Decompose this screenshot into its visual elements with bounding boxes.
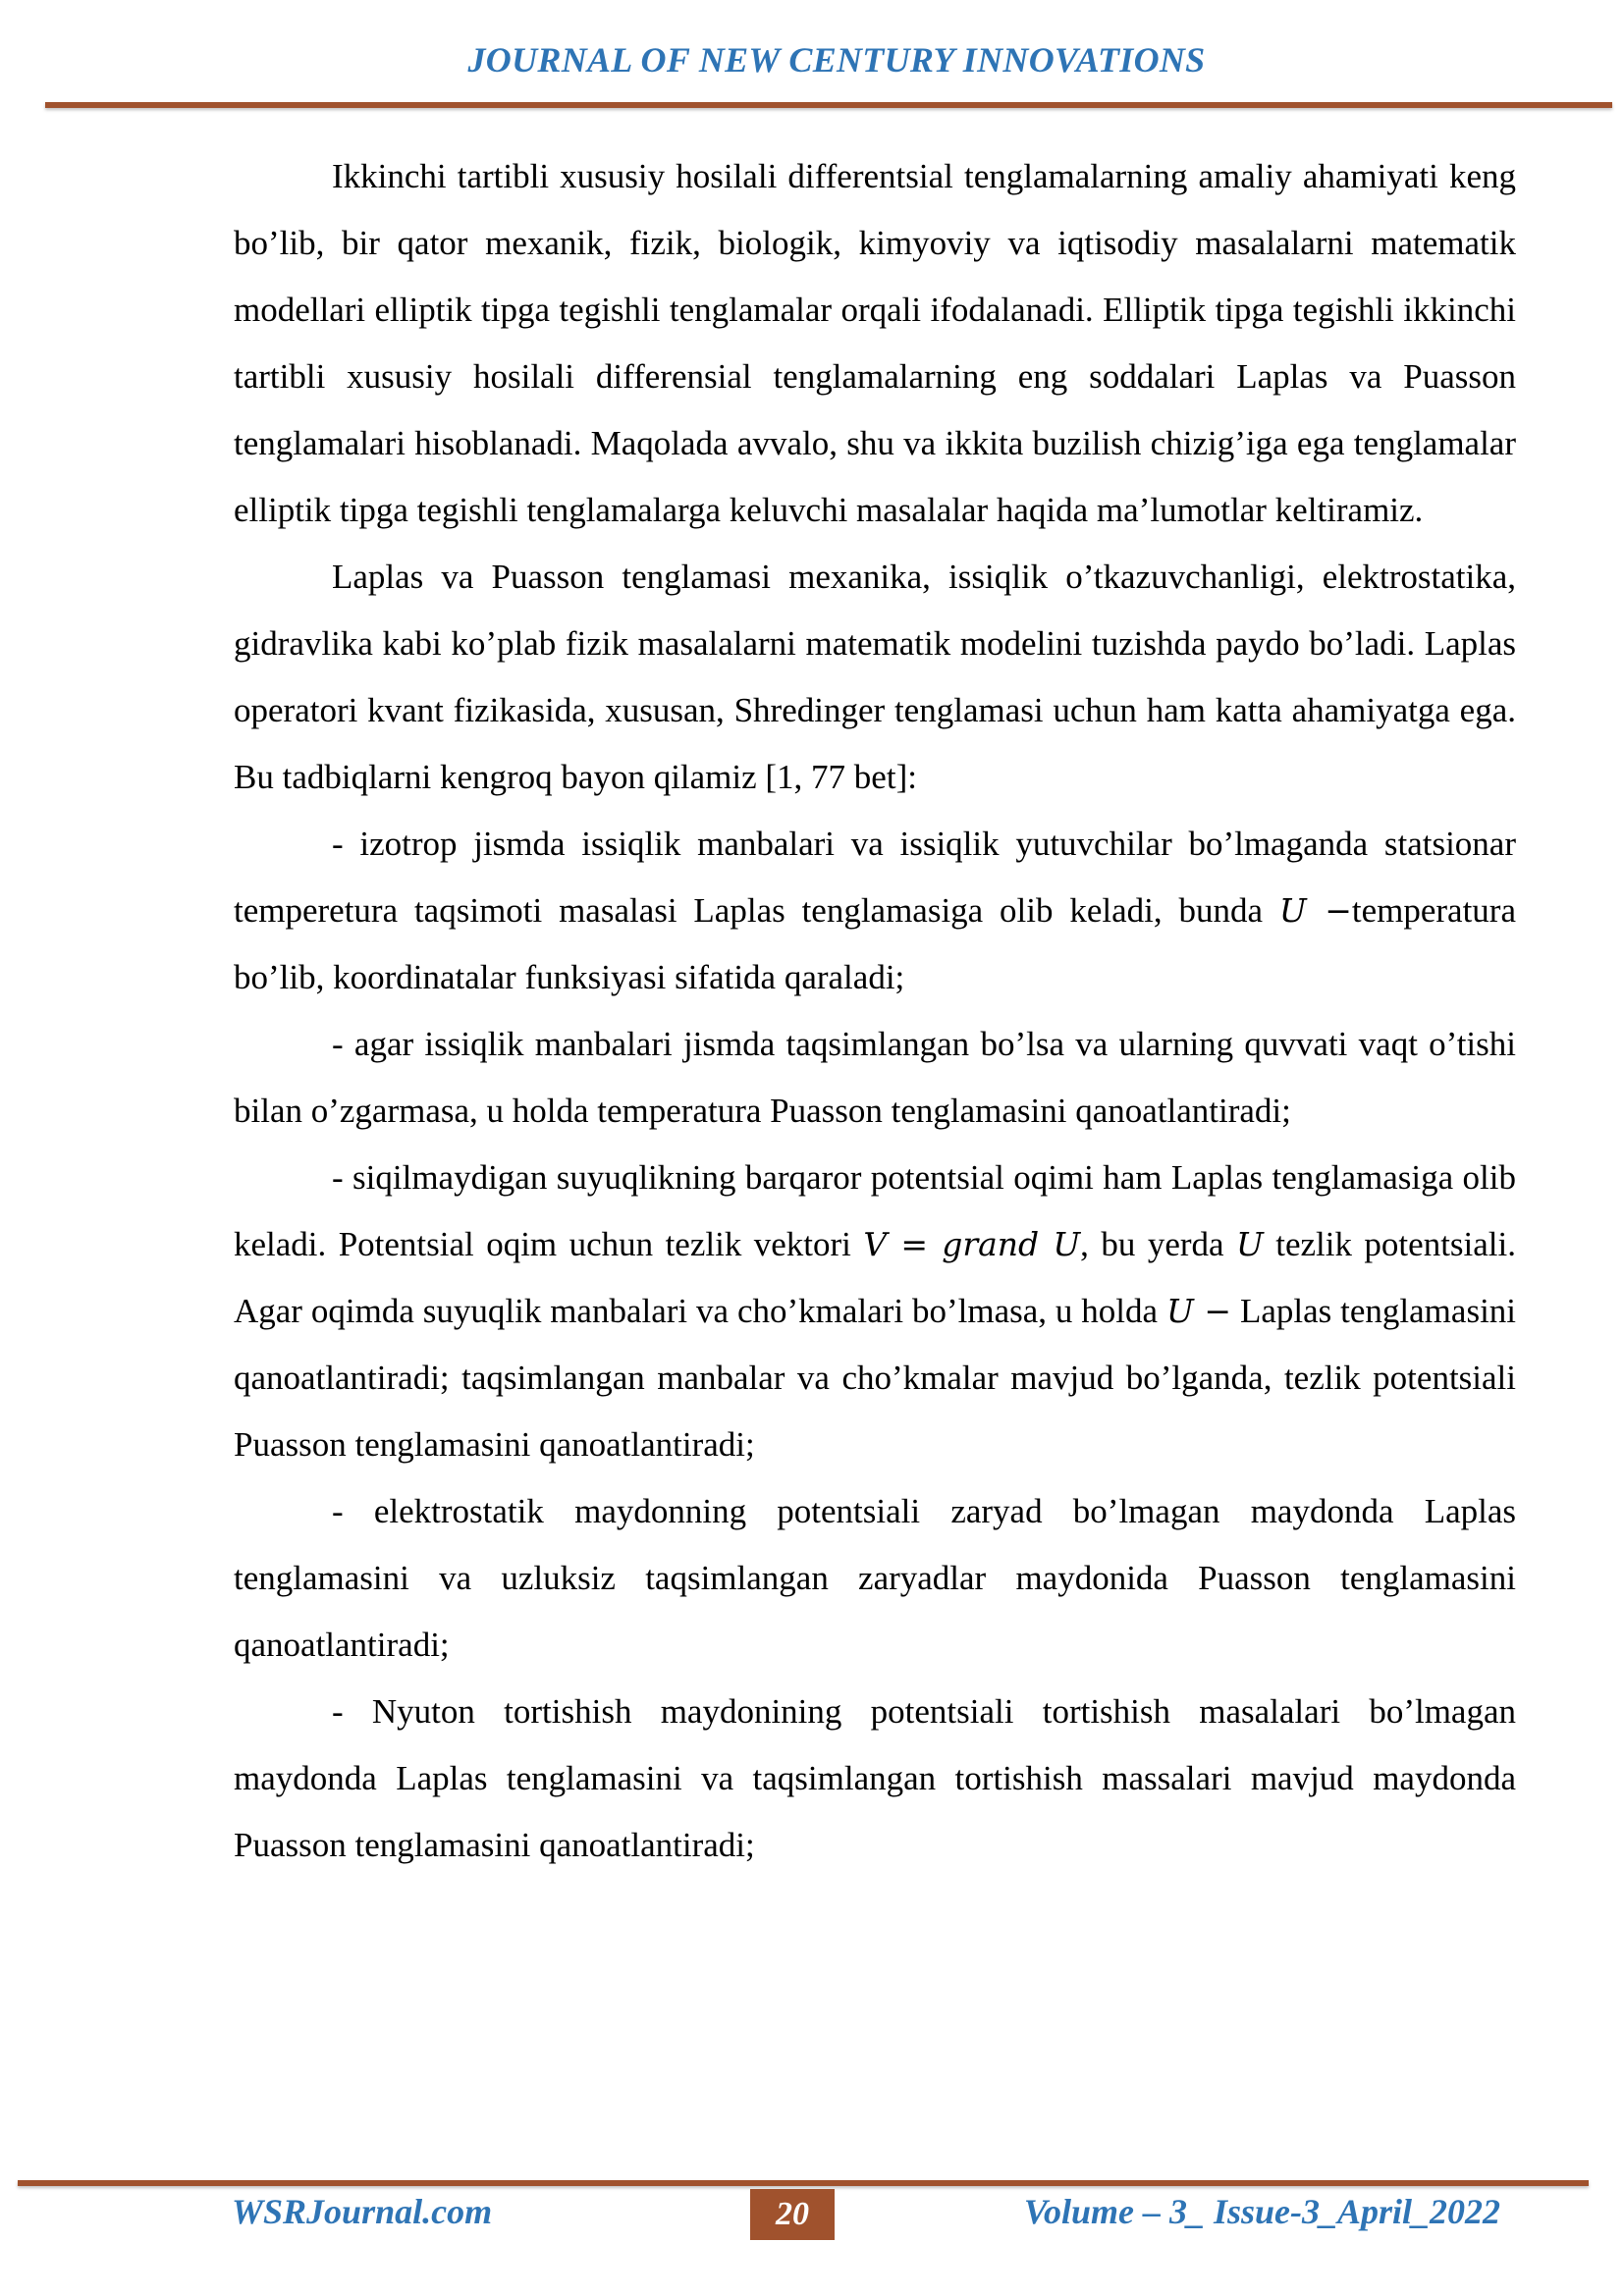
paragraph-fluid-flow <box>234 1145 1516 1478</box>
paragraph-text: Laplas va Puasson tenglamasi mexanika, issiqlik o’tkazuvchanligi, elektrostatika, gidravlika kabi ko’plab fizik masalalarni matematik modelini tuzishda paydo bo’ladi. Laplas operatori kvant fizikasida, xususan, Shredinger tenglamasi uchun ham katta ahamiyatga ega. Bu tadbiqlarni kengroq bayon qilamiz [1, 77 bet]: <box>234 558 1516 796</box>
paragraph-text: - agar issiqlik manbalari jismda taqsimlangan bo’lsa va ularning quvvati vaqt o’tishi bilan o’zgarmasa, u holda temperatura Puasson tenglamasini qanoatlantiradi; <box>234 1025 1516 1130</box>
paragraph-text: temperatura bo’lib, koordinatalar funksiyasi sifatida qaraladi; <box>234 891 1516 996</box>
paragraph-text: - izotrop jismda issiqlik manbalari va issiqlik yutuvchilar bo’lmaganda statsionar temperetura taqsimoti masalasi Laplas tenglamasiga olib keladi, bunda <box>234 825 1516 930</box>
footer-divider <box>18 2180 1589 2186</box>
article-body <box>234 143 1516 1879</box>
math-expression: U − <box>1278 891 1352 930</box>
paragraph-text: - Nyuton tortishish maydonining potentsiali tortishish masalalari bo’lmagan maydonda Laplas tenglamasini va taqsimlangan tortishish massalari mavjud maydonda Puasson tenglamasini qanoatlantiradi; <box>234 1692 1516 1864</box>
math-expression: U − <box>1165 1292 1232 1330</box>
paragraph-intro <box>234 143 1516 544</box>
math-expression: U <box>1235 1225 1264 1263</box>
paragraph-text: - elektrostatik maydonning potentsiali zaryad bo’lmagan maydonda Laplas tenglamasini va uzluksiz taqsimlangan zaryadlar maydonida Puasson tenglamasini qanoatlantiradi; <box>234 1492 1516 1664</box>
paragraph-applications <box>234 544 1516 811</box>
paragraph-text: tezlik potentsiali. Agar oqimda suyuqlik manbalari va cho’kmalari bo’lmasa, u holda <box>234 1225 1516 1330</box>
header-divider <box>45 102 1612 108</box>
paragraph-heat-stationary <box>234 811 1516 1011</box>
paragraph-electrostatic <box>234 1478 1516 1679</box>
footer-volume-info: Volume – 3_ Issue-3_April_2022 <box>1023 2192 1500 2231</box>
page-number: 20 <box>750 2189 835 2240</box>
paragraph-text: Laplas tenglamasini qanoatlantiradi; taqsimlangan manbalar va cho’kmalar mavjud bo’lganda, tezlik potentsiali Puasson tenglamasini qanoatlantiradi; <box>234 1292 1517 1464</box>
paragraph-gravity <box>234 1679 1516 1879</box>
paragraph-text: - siqilmaydigan suyuqlikning barqaror potentsial oqimi ham Laplas tenglamasiga olib keladi. Potentsial oqim uchun tezlik vektori <box>234 1158 1516 1263</box>
math-expression: V = grand U <box>863 1225 1081 1263</box>
paragraph-text: Ikkinchi tartibli xususiy hosilali differentsial tenglamalarning amaliy ahamiyati keng bo’lib, bir qator mexanik, fizik, biologik, kimyoviy va iqtisodiy masalalarni matematik modellari elliptik tipga tegishli tenglamalar orqali ifodalanadi. Elliptik tipga tegishli ikkinchi tartibli xususiy hosilali differensial tenglamalarning eng soddalari Laplas va Puasson tenglamalari hisoblanadi. Maqolada avvalo, shu va ikkita buzilish chizig’iga ega tenglamalar elliptik tipga tegishli tenglamalarga keluvchi masalalar haqida ma’lumotlar keltiramiz. <box>234 157 1516 529</box>
paragraph-heat-sources <box>234 1011 1516 1145</box>
journal-title: JOURNAL OF NEW CENTURY INNOVATIONS <box>467 40 1206 80</box>
paragraph-text: , bu yerda <box>1080 1225 1236 1263</box>
footer-site-link[interactable]: WSRJournal.com <box>232 2192 493 2231</box>
